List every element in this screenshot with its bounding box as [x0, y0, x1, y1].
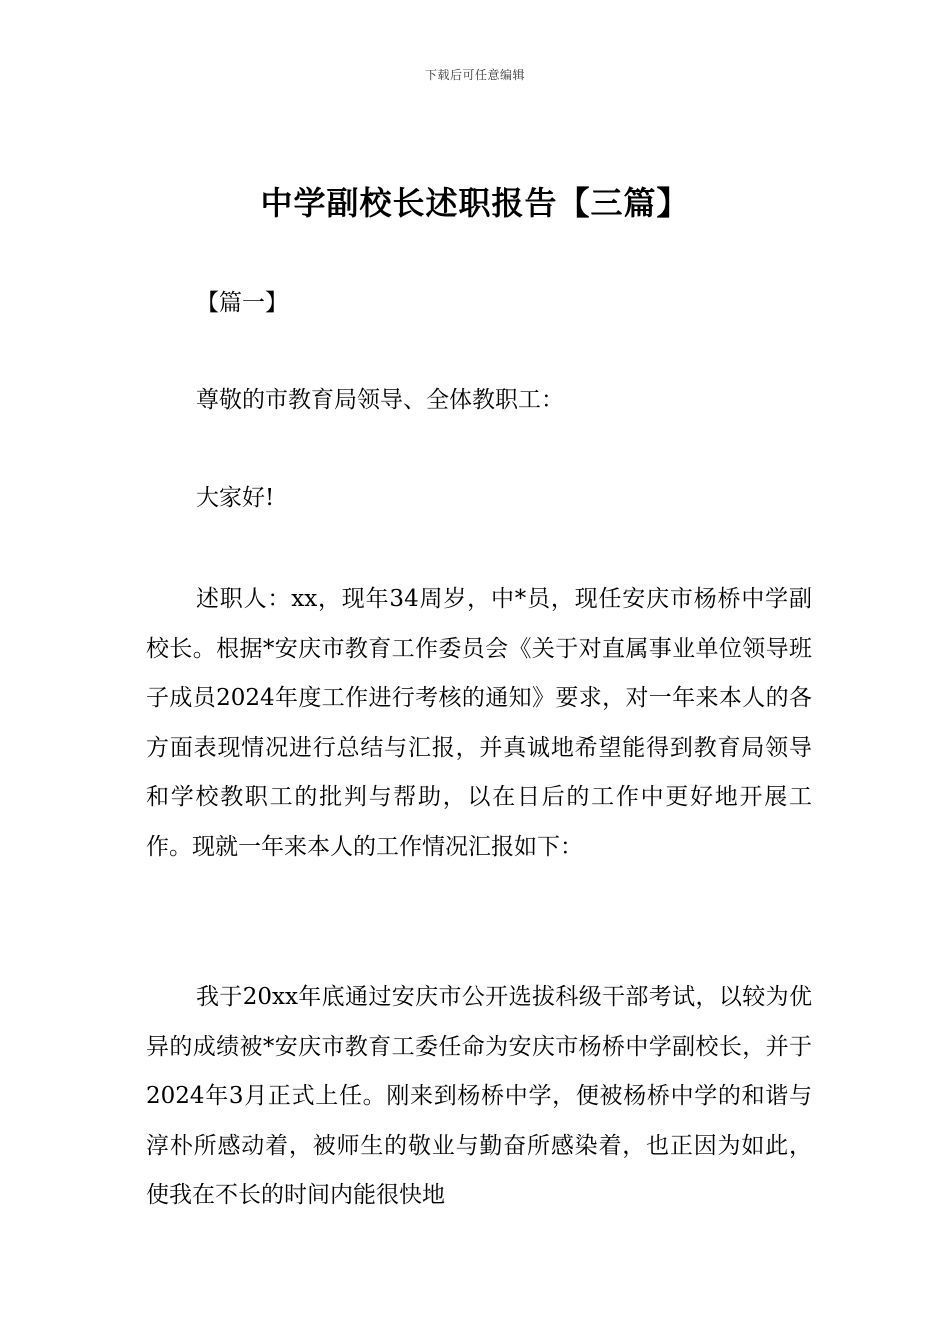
section-heading: 【篇一】: [196, 290, 288, 316]
salutation-paragraph: 尊敬的市教育局领导、全体教职工：: [196, 387, 564, 413]
body-paragraph: 我于20xx年底通过安庆市公开选拔科级干部考试，以较为优异的成绩被*安庆市教育工委任命为安庆市杨桥中学副校长，并于2024年3月正式上任。刚来到杨桥中学，便被杨桥中学的和谐与淳朴所感动着，被师生的敬业与勤奋所感染着，也正因为如此，使我在不长的时间内能很快地: [146, 984, 812, 1208]
intro-paragraph: 述职人：xx，现年34周岁，中*员，现任安庆市杨桥中学副校长。根据*安庆市教育工作委员会《关于对直属事业单位领导班子成员2024年度工作进行考核的通知》要求，对一年来本人的各方面表现情况进行总结与汇报，并真诚地希望能得到教育局领导和学校教职工的批判与帮助，以在日后的工作中更好地开展工作。现就一年来本人的工作情况汇报如下：: [146, 586, 812, 860]
header-note: 下载后可任意编辑: [424, 68, 525, 82]
greeting-paragraph: 大家好!: [196, 485, 275, 511]
document-title: 中学副校长述职报告【三篇】: [260, 184, 690, 222]
